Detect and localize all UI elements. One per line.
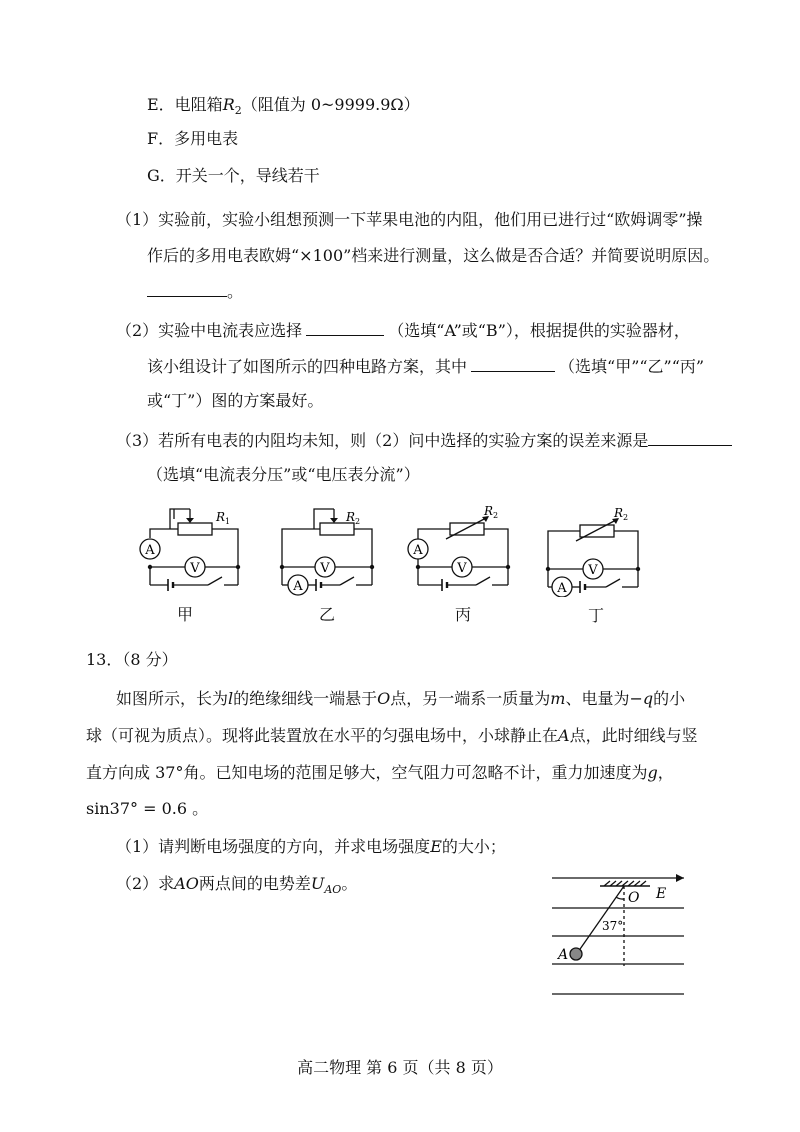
circuit-diagram-bing — [400, 505, 520, 597]
q13-text: 直方向成 37°角。已知电场的范围足够大，空气阻力可忽略不计，重力加速度为 — [86, 763, 648, 782]
var-q: −q — [629, 689, 654, 708]
q2-text-c: 该小组设计了如图所示的四种电路方案，其中 — [147, 357, 468, 376]
q13-para-line4: sin37° = 0.6 。 — [86, 799, 209, 818]
ammeter-label: A — [413, 543, 423, 558]
q13-text: 、电量为 — [565, 689, 630, 708]
resistor-label: R — [614, 506, 624, 520]
var-a: A — [558, 726, 570, 745]
q2-text-d: （选填“甲”“乙”“丙” — [559, 357, 705, 376]
q13-header: 13．（8 分） — [86, 650, 178, 669]
q13-text: 的绝缘细线一端悬于 — [233, 689, 378, 708]
q1-line2: 作后的多用电表欧姆“×100”档来进行测量，这么做是否合适？并简要说明原因。 — [147, 246, 720, 265]
q2-line1 — [116, 319, 690, 341]
q13-text: 的小 — [653, 689, 686, 708]
circuit-diagram-ding — [540, 505, 660, 597]
var-o: O — [377, 689, 391, 708]
ammeter-label: A — [293, 579, 303, 594]
circuit-diagram-yi — [278, 505, 398, 597]
q13-text: 点，此时细线与竖 — [569, 726, 698, 745]
q13-text: 两点间的电势差 — [198, 874, 311, 893]
q3-line1 — [116, 429, 732, 451]
resistor-subscript: 2 — [234, 104, 242, 118]
var-e: E — [430, 837, 442, 856]
q1-line1: （1）实验前，实验小组想预测一下苹果电池的内阻，他们用已进行过“欧姆调零”操 — [116, 210, 703, 229]
q3-text-a: （3）若所有电表的内阻均未知，则（2）问中选择的实验方案的误差来源是 — [116, 431, 649, 450]
q13-sub1 — [116, 837, 506, 857]
equipment-e — [147, 95, 420, 121]
var-m: m — [550, 689, 566, 708]
page-footer: 高二物理 第 6 页（共 8 页） — [297, 1058, 503, 1077]
q2-line2 — [147, 355, 704, 377]
q1-answer-line — [147, 280, 243, 302]
q3-line2: （选填“电流表分压”或“电压表分流”） — [147, 465, 420, 484]
equipment-g: G．开关一个，导线若干 — [147, 166, 320, 185]
caption-yi: 乙 — [318, 605, 335, 624]
resistor-label: R — [484, 505, 494, 518]
field-e-label: E — [656, 886, 667, 902]
var-ao: AO — [174, 874, 199, 893]
q13-sub2 — [116, 874, 357, 900]
answer-blank[interactable] — [306, 319, 384, 336]
caption-ding: 丁 — [587, 606, 604, 625]
q13-text: （2）求 — [116, 874, 175, 893]
resistor-subscript: 2 — [355, 517, 361, 526]
voltmeter-label: V — [320, 561, 330, 576]
voltmeter-label: V — [190, 561, 200, 576]
ammeter-label: A — [557, 581, 567, 596]
equipment-e-label: E．电阻箱 — [147, 95, 223, 114]
voltmeter-label: V — [588, 563, 598, 578]
q2-line3: 或“丁”）图的方案最好。 — [147, 391, 324, 410]
q13-text: 的大小； — [441, 837, 506, 856]
resistor-symbol: R — [222, 95, 235, 114]
circuit-diagram-jia — [130, 505, 250, 597]
q13-para-line2 — [86, 726, 698, 746]
resistor-label: R — [346, 510, 356, 524]
var-l: l — [228, 689, 234, 708]
resistor-subscript: 1 — [225, 517, 231, 526]
q13-text: 如图所示，长为 — [116, 689, 229, 708]
q2-text-a: （2）实验中电流表应选择 — [116, 321, 303, 340]
q13-text: 。 — [341, 874, 358, 893]
q13-text: （1）请判断电场强度的方向，并求电场强度 — [116, 837, 431, 856]
caption-bing: 丙 — [454, 605, 471, 624]
resistor-subscript: 2 — [623, 513, 629, 522]
q13-text: 球（可视为质点）。现将此装置放在水平的匀强电场中，小球静止在 — [86, 726, 559, 745]
voltmeter-label: V — [457, 561, 467, 576]
point-a-label: A — [558, 947, 569, 963]
equipment-e-range: （阻值为 0~9999.9Ω） — [241, 95, 420, 114]
q1-end: 。 — [227, 282, 244, 301]
var-u-subscript: AO — [324, 883, 342, 897]
point-o-label: O — [628, 890, 640, 906]
answer-blank[interactable] — [147, 280, 227, 297]
pendulum-figure — [548, 868, 688, 1000]
q2-text-b: （选填“A”或“B”），根据提供的实验器材， — [388, 321, 690, 340]
var-u: U — [310, 874, 325, 893]
q13-text: ， — [657, 763, 674, 782]
q13-text: 点，另一端系一质量为 — [390, 689, 551, 708]
resistor-subscript: 2 — [493, 511, 499, 520]
answer-blank[interactable] — [471, 355, 555, 372]
resistor-label: R — [216, 510, 226, 524]
equipment-f: F．多用电表 — [147, 129, 239, 148]
var-g: g — [647, 763, 658, 782]
answer-blank[interactable] — [648, 429, 732, 446]
q13-para-line3 — [86, 763, 674, 783]
angle-label: 37° — [602, 919, 624, 933]
q13-para-line1 — [116, 689, 685, 709]
caption-jia: 甲 — [176, 605, 193, 624]
ammeter-label: A — [145, 543, 155, 558]
